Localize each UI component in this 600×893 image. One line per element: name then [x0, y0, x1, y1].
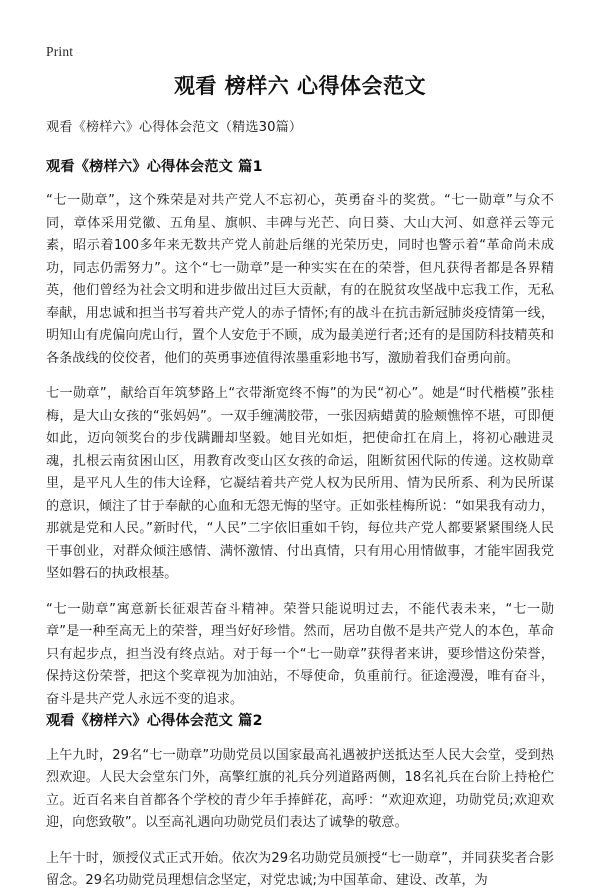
paragraph: “七一勋章”寓意新长征艰苦奋斗精神。荣誉只能说明过去，不能代表未来，“七一勋章”是一种至高无上的荣誉，理当好好珍惜。然而，居功自傲不是共产党人的本色，革命只有起步点，担当没有终点站。对于每一个“七一勋章”获得者来讲，要珍惜这份荣誉，保持这份荣誉，把这个奖章视为加油站，不辱使命，负重前行。征途漫漫，唯有奋斗，奋斗是共产党人永远不变的追求。 — [46, 601, 554, 707]
section-heading-2: 观看《榜样六》心得体会范文 篇2 — [46, 713, 263, 730]
document-content — [46, 72, 554, 893]
section-heading-1: 观看《榜样六》心得体会范文 篇1 — [46, 158, 263, 175]
print-button[interactable]: Print — [46, 44, 74, 59]
page-title: 观看 榜样六 心得体会范文 — [173, 74, 427, 98]
paragraph: 七一勋章”，献给百年筑梦路上“衣带渐宽终不悔”的为民“初心”。她是“时代楷模”张桂梅，是大山女孩的“张妈妈”。一双手缠满胶带，一张因病蜡黄的脸颊憔悴不堪，可即便如此，迈向领奖台的步伐蹒跚却坚毅。她目光如炬，把使命扛在肩上，将初心融进灵魂，扎根云南贫困山区，用教育改变山区女孩的命运，阻断贫困代际的传递。这枚勋章里，是平凡人生的伟大诠释，它凝结着共产党人权为民所用、情为民所系、利为民所谋的意识，倾注了甘于奉献的心血和无怨无悔的坚守。正如张桂梅所说：“如果我有动力，那就是党和人民。”新时代，“人民”二字依旧重如千钧，每位共产党人都要紧紧围绕人民干事创业，对群众倾注感情、满怀激情、付出真情，只有用心用情做事，才能牢固我党坚如磐石的执政根基。 — [46, 386, 554, 582]
paragraph: 上午十时，颁授仪式正式开始。依次为29名功勋党员颁授“七一勋章”，并同获奖者合影留念。29名功勋党员理想信念坚定，对党忠诚;为中国革命、建设、改革，为 — [46, 850, 554, 889]
section-2 — [46, 711, 554, 892]
document-subtitle: 观看《榜样六》心得体会范文（精选30篇） — [46, 120, 303, 136]
paragraph: 上午九时，29名“七一勋章”功勋党员以国家最高礼遇被护送抵达至人民大会堂，受到热烈欢迎。人民大会堂东门外，高擎红旗的礼兵分列道路两侧，18名礼兵在台阶上持枪伫立。近百名来自首都各个学校的青少年手捧鲜花，高呼：“欢迎欢迎，功勋党员;欢迎欢迎，向您致敬”。以至高礼遇向功勋党员们表达了诚挚的敬意。 — [46, 747, 554, 831]
section-1 — [46, 157, 554, 712]
paragraph: “七一勋章”，这个殊荣是对共产党人不忘初心，英勇奋斗的奖赏。“七一勋章”与众不同，章体采用党徽、五角星、旗帜、丰碑与光芒、向日葵、大山大河、如意祥云等元素，昭示着100多年来无数共产党人前赴后继的光荣历史，同时也警示着“革命尚未成功，同志仍需努力”。这个“七一勋章”是一种实实在在的荣誉，但凡获得者都是各界精英，他们曾经为社会文明和进步做出过巨大贡献，有的在脱贫攻坚战中忘我工作，无私奉献，用忠诚和担当书写着共产党人的赤子情怀;有的战斗在抗击新冠肺炎疫情第一线，明知山有虎偏向虎山行，置个人安危于不顾，成为最美逆行者;还有的是国防科技精英和各条战线的佼佼者，他们的英勇事迹值得浓墨重彩地书写，激励着我们奋勇向前。 — [46, 193, 554, 366]
